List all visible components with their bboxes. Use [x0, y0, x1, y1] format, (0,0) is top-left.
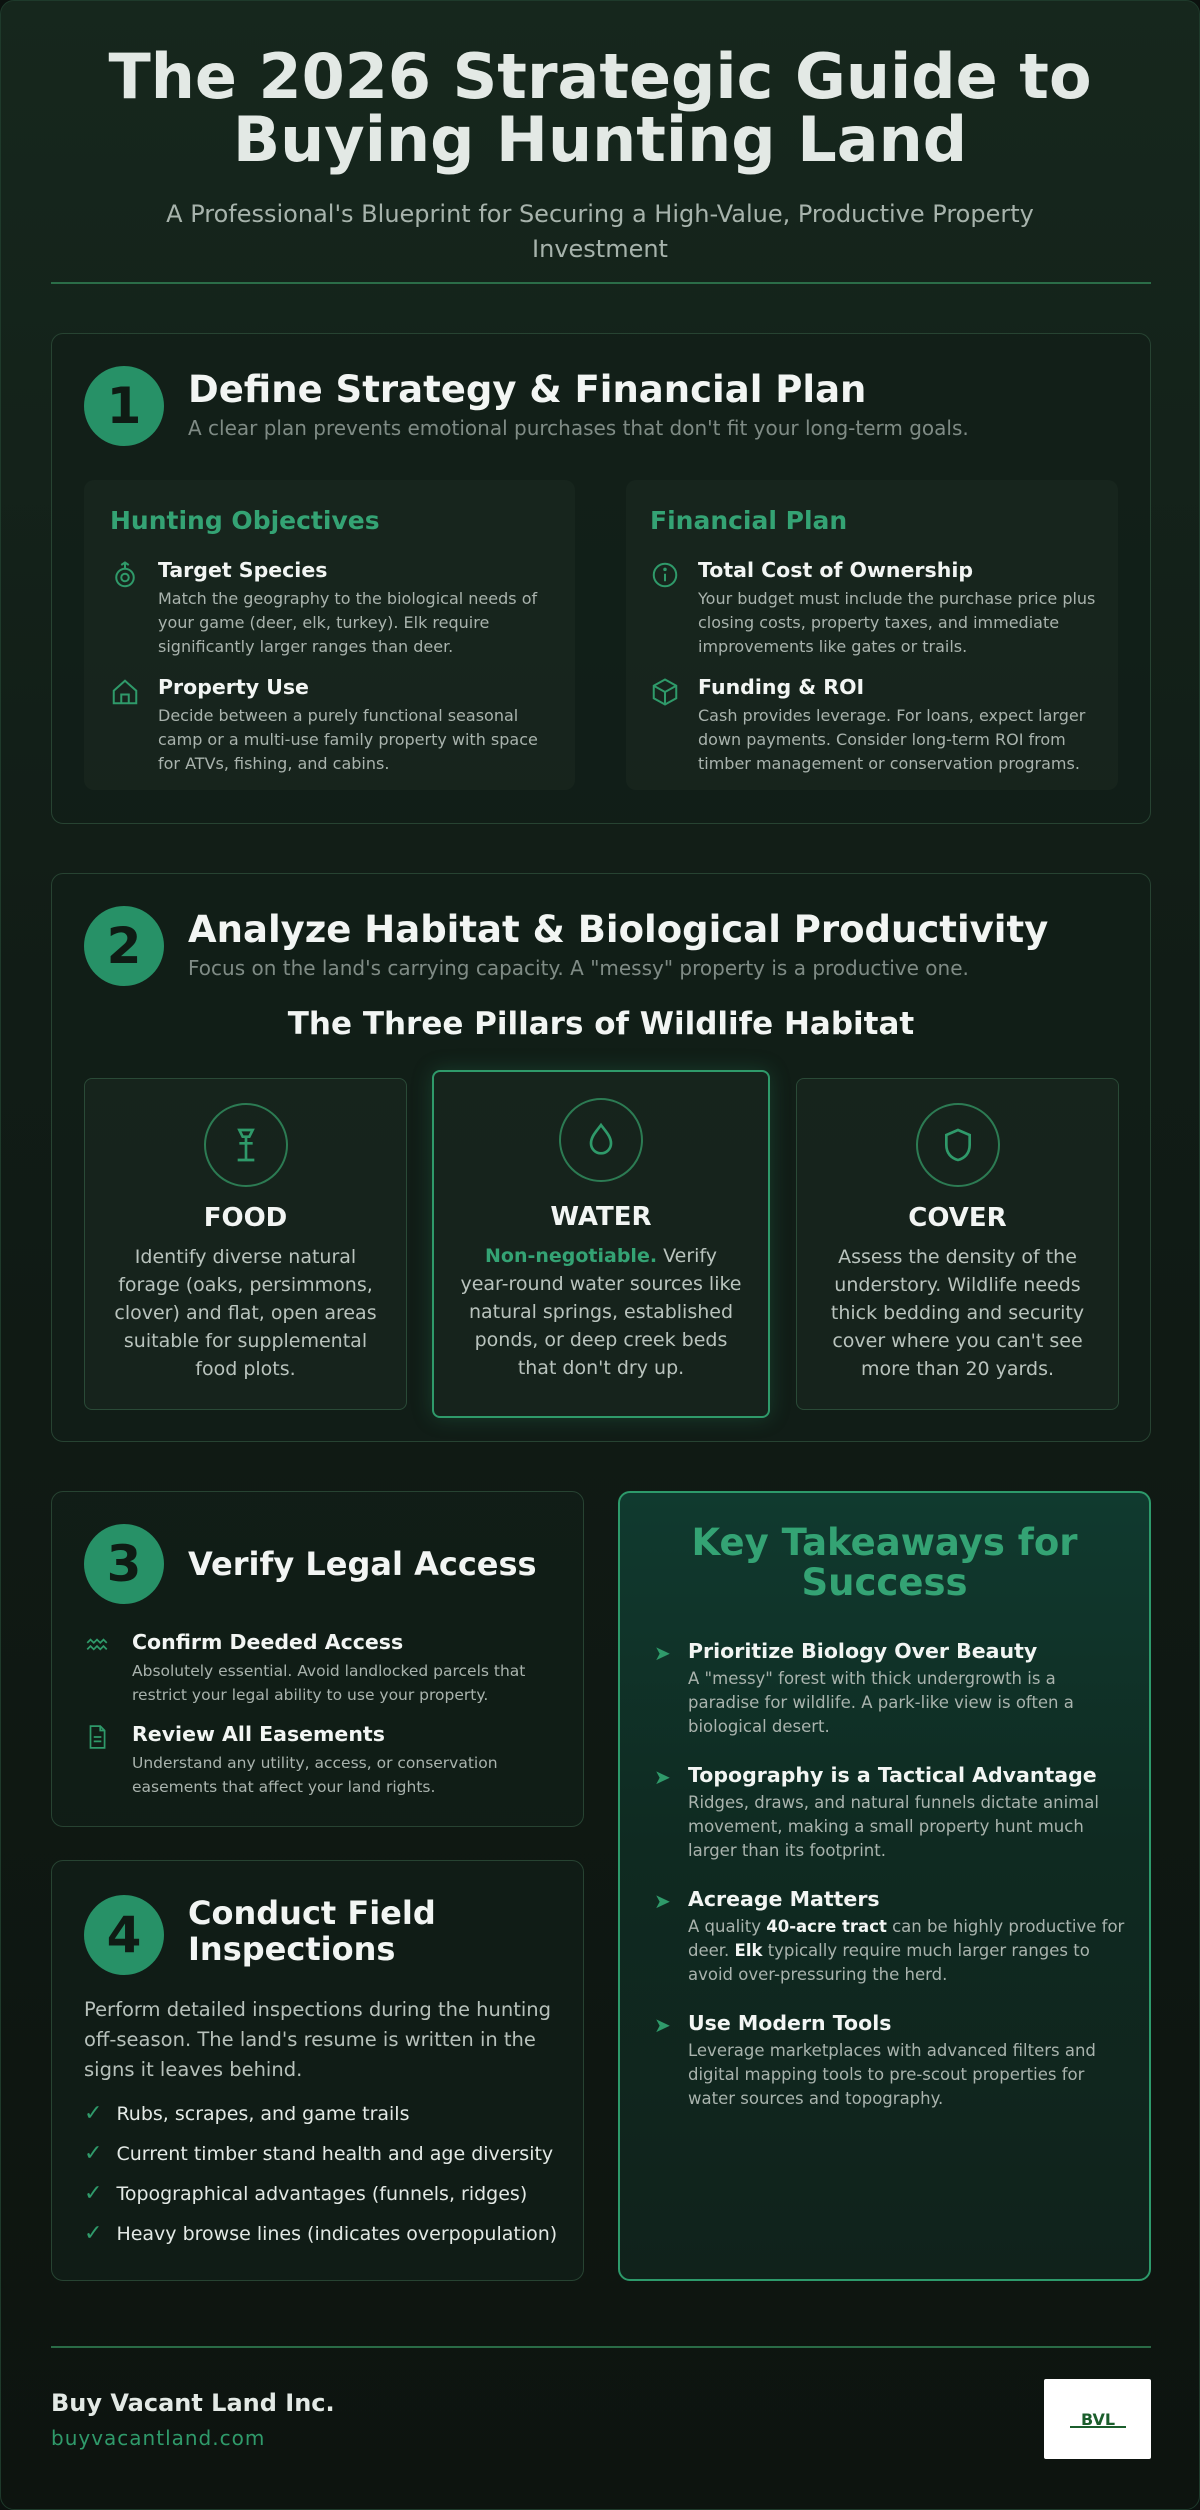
section-paragraph: Perform detailed inspections during the hunting off-season. The land's resume is written in the signs it leaves behind.: [84, 1998, 552, 2081]
list-item: [110, 675, 550, 775]
list-item: [84, 1722, 554, 1802]
hunting-objectives-panel: [84, 480, 575, 790]
home-icon: [110, 677, 140, 707]
pillar-water: [432, 1070, 770, 1418]
pillar-emphasis: Non-negotiable.: [484, 1245, 658, 1267]
check-icon: ✓: [84, 2141, 103, 2166]
section-strategy-card: [51, 333, 1151, 824]
page-subtitle: A Professional's Blueprint for Securing a High-Value, Productive Property Investment: [166, 200, 1034, 263]
checklist-item: ✓ Topographical advantages (funnels, ridges): [84, 2181, 528, 2206]
section-title: Define Strategy & Financial Plan: [188, 368, 867, 411]
section-title: Conduct Field Inspections: [188, 1894, 436, 1968]
pillar-title: FOOD: [203, 1203, 288, 1233]
takeaway-title: Acreage Matters: [688, 1887, 880, 1911]
pillar-title: WATER: [550, 1202, 652, 1232]
wheat-icon: [204, 1103, 288, 1187]
pillar-title: COVER: [908, 1203, 1007, 1233]
section-inspection-card: [51, 1860, 584, 2281]
target-icon: [110, 560, 140, 590]
step-number-badge: 2: [84, 906, 164, 986]
droplet-icon: [559, 1098, 643, 1182]
item-text: Absolutely essential. Avoid landlocked parcels that restrict your legal ability to use your property.: [132, 1662, 526, 1704]
section-title: Analyze Habitat & Biological Productivity: [188, 908, 1049, 951]
key-takeaways-panel: [618, 1491, 1151, 2281]
svg-text:BVL: BVL: [1080, 2410, 1115, 2429]
header-divider: [51, 282, 1151, 284]
step-number-badge: 1: [84, 366, 164, 446]
takeaway-item: [654, 1887, 1124, 1987]
arrow-icon: ➤: [654, 2013, 671, 2037]
pillar-food: [84, 1078, 407, 1410]
item-title: Confirm Deeded Access: [132, 1630, 404, 1654]
section-legal-card: [51, 1491, 584, 1827]
pillars-heading: The Three Pillars of Wildlife Habitat: [287, 1006, 915, 1042]
header: [1, 1, 1199, 267]
list-item: [110, 558, 550, 658]
item-title: Total Cost of Ownership: [698, 558, 974, 582]
page-title: The 2026 Strategic Guide to Buying Hunting Land: [108, 40, 1092, 176]
shield-icon: [916, 1103, 1000, 1187]
item-title: Target Species: [158, 558, 328, 582]
takeaway-item: [654, 1639, 1124, 1739]
footer-divider: [51, 2346, 1151, 2348]
takeaway-text: Leverage marketplaces with advanced filters and digital mapping tools to pre-scout properties for water sources and topography.: [688, 2041, 1096, 2108]
section-subtitle: A clear plan prevents emotional purchases that don't fit your long-term goals.: [188, 416, 969, 440]
check-icon: ✓: [84, 2181, 103, 2206]
checklist-item: ✓ Current timber stand health and age diversity: [84, 2141, 554, 2166]
takeaway-text: A "messy" forest with thick undergrowth is a paradise for wildlife. A park-like view is often a biological desert.: [688, 1669, 1074, 1736]
item-title: Review All Easements: [132, 1722, 385, 1746]
arrow-icon: ➤: [654, 1641, 671, 1665]
takeaway-item: [654, 2011, 1124, 2111]
bvl-logo-icon: [1068, 2407, 1128, 2431]
section-habitat-card: [51, 873, 1151, 1442]
company-url[interactable]: buyvacantland.com: [51, 2426, 266, 2450]
check-icon: ✓: [84, 2101, 103, 2126]
pillar-text: Identify diverse natural forage (oaks, persimmons, clover) and flat, open areas suitable for supplemental food plots.: [114, 1246, 377, 1380]
box-icon: [650, 677, 680, 707]
waves-icon: [84, 1632, 110, 1658]
item-text: Decide between a purely functional seasonal camp or a multi-use family property with space for ATVs, fishing, and cabins.: [158, 706, 538, 773]
list-item: [650, 675, 1100, 775]
section-title: Verify Legal Access: [188, 1545, 537, 1583]
takeaway-text: Ridges, draws, and natural funnels dictate animal movement, making a small property hunt much larger than its footprint.: [688, 1793, 1099, 1860]
step-number-badge: 3: [84, 1524, 164, 1604]
item-text: Understand any utility, access, or conservation easements that affect your land rights.: [132, 1754, 498, 1796]
arrow-icon: ➤: [654, 1765, 671, 1789]
financial-plan-panel: [626, 480, 1118, 790]
arrow-icon: ➤: [654, 1889, 671, 1913]
takeaway-text: A quality 40-acre tract can be highly productive for deer. Elk typically require much larger ranges to avoid over-pressuring the herd.: [688, 1917, 1125, 1984]
document-icon: [84, 1724, 110, 1750]
list-item: [84, 1630, 554, 1710]
company-name: Buy Vacant Land Inc.: [51, 2389, 335, 2417]
takeaway-item: [654, 1763, 1124, 1863]
pillar-text: Assess the density of the understory. Wildlife needs thick bedding and security cover where you can't see more than 20 yards.: [830, 1246, 1085, 1380]
item-text: Your budget must include the purchase price plus closing costs, property taxes, and immediate improvements like gates or trails.: [698, 589, 1096, 656]
takeaway-title: Use Modern Tools: [688, 2011, 892, 2035]
takeaway-title: Prioritize Biology Over Beauty: [688, 1639, 1038, 1663]
item-title: Property Use: [158, 675, 309, 699]
item-title: Funding & ROI: [698, 675, 865, 699]
panel-heading: Financial Plan: [650, 506, 848, 535]
step-number-badge: 4: [84, 1895, 164, 1975]
item-text: Cash provides leverage. For loans, expect larger down payments. Consider long-term ROI from timber management or conservation programs.: [698, 706, 1086, 773]
checklist-item: ✓ Heavy browse lines (indicates overpopulation): [84, 2221, 558, 2246]
check-icon: ✓: [84, 2221, 103, 2246]
info-icon: [650, 560, 680, 590]
company-logo: [1044, 2379, 1151, 2459]
takeaway-title: Topography is a Tactical Advantage: [688, 1763, 1097, 1787]
pillar-text: Non-negotiable. Verify year-round water sources like natural springs, established ponds, or deep creek beds that don't dry up.: [460, 1245, 742, 1379]
list-item: [650, 558, 1100, 658]
section-subtitle: Focus on the land's carrying capacity. A "messy" property is a productive one.: [188, 956, 969, 980]
panel-heading: Hunting Objectives: [110, 506, 380, 535]
pillar-cover: [796, 1078, 1119, 1410]
item-text: Match the geography to the biological needs of your game (deer, elk, turkey). Elk require significantly larger ranges than deer.: [158, 589, 538, 656]
checklist-item: ✓ Rubs, scrapes, and game trails: [84, 2101, 410, 2126]
takeaways-title: Key Takeaways for Success: [691, 1521, 1078, 1604]
